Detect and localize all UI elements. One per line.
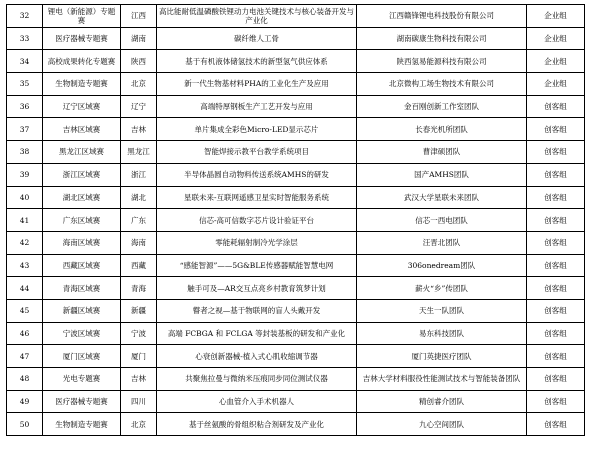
cell-number: 40 bbox=[7, 186, 43, 209]
cell-organization: 306onedream团队 bbox=[357, 254, 527, 277]
cell-province: 陕西 bbox=[121, 50, 157, 73]
cell-organization: 信芯一西电团队 bbox=[357, 209, 527, 232]
cell-project: 心血管介入手术机器人 bbox=[157, 390, 357, 413]
table-row bbox=[7, 345, 585, 368]
cell-group: 企业组 bbox=[527, 73, 585, 96]
table-row bbox=[7, 27, 585, 50]
cell-number: 35 bbox=[7, 73, 43, 96]
table-row bbox=[7, 118, 585, 141]
cell-province: 江西 bbox=[121, 5, 157, 28]
table-row bbox=[7, 50, 585, 73]
table-row bbox=[7, 322, 585, 345]
cell-competition: 生物制造专题赛 bbox=[43, 73, 121, 96]
cell-project: 单片集成全彩色Micro-LED显示芯片 bbox=[157, 118, 357, 141]
cell-organization: 薪火“乡”传团队 bbox=[357, 277, 527, 300]
cell-group: 创客组 bbox=[527, 186, 585, 209]
cell-province: 北京 bbox=[121, 73, 157, 96]
cell-project: 瞽者之视—基于物联网的盲人头戴开发 bbox=[157, 299, 357, 322]
cell-province: 湖南 bbox=[121, 27, 157, 50]
cell-project: 信芯-高可信数字芯片设计验证平台 bbox=[157, 209, 357, 232]
cell-province: 湖北 bbox=[121, 186, 157, 209]
cell-number: 48 bbox=[7, 368, 43, 391]
results-table-container bbox=[6, 4, 584, 436]
cell-competition: 高校成果转化专题赛 bbox=[43, 50, 121, 73]
cell-group: 创客组 bbox=[527, 345, 585, 368]
cell-organization: 天生一队团队 bbox=[357, 299, 527, 322]
cell-group: 创客组 bbox=[527, 95, 585, 118]
cell-province: 西藏 bbox=[121, 254, 157, 277]
cell-organization: 九心空间团队 bbox=[357, 413, 527, 436]
cell-number: 50 bbox=[7, 413, 43, 436]
cell-competition: 湖北区域赛 bbox=[43, 186, 121, 209]
cell-project: “感能智源”——5G&BLE传感器赋能智慧电网 bbox=[157, 254, 357, 277]
table-row bbox=[7, 5, 585, 28]
table-row bbox=[7, 209, 585, 232]
cell-number: 42 bbox=[7, 231, 43, 254]
cell-number: 47 bbox=[7, 345, 43, 368]
cell-project: 共聚焦拉曼与微纳米压痕同步同位测试仪器 bbox=[157, 368, 357, 391]
table-row bbox=[7, 254, 585, 277]
cell-project: 智能焊接示教平台教学系统项目 bbox=[157, 141, 357, 164]
cell-group: 创客组 bbox=[527, 390, 585, 413]
cell-group: 企业组 bbox=[527, 27, 585, 50]
cell-organization: 易东科技团队 bbox=[357, 322, 527, 345]
cell-project: 星联未来-互联网遥感卫星实时智能服务系统 bbox=[157, 186, 357, 209]
cell-project: 新一代生物基材料PHA的工业化生产及应用 bbox=[157, 73, 357, 96]
cell-number: 36 bbox=[7, 95, 43, 118]
cell-number: 45 bbox=[7, 299, 43, 322]
cell-number: 44 bbox=[7, 277, 43, 300]
cell-organization: 金百刚创新工作室团队 bbox=[357, 95, 527, 118]
cell-competition: 光电专题赛 bbox=[43, 368, 121, 391]
cell-province: 浙江 bbox=[121, 163, 157, 186]
cell-group: 创客组 bbox=[527, 322, 585, 345]
table-row bbox=[7, 368, 585, 391]
table-row bbox=[7, 186, 585, 209]
cell-organization: 陕西氢易能源科技有限公司 bbox=[357, 50, 527, 73]
results-table bbox=[6, 4, 585, 436]
cell-number: 41 bbox=[7, 209, 43, 232]
cell-competition: 西藏区域赛 bbox=[43, 254, 121, 277]
cell-organization: 汪晋北团队 bbox=[357, 231, 527, 254]
cell-province: 北京 bbox=[121, 413, 157, 436]
cell-province: 宁波 bbox=[121, 322, 157, 345]
cell-organization: 长春光机所团队 bbox=[357, 118, 527, 141]
cell-group: 创客组 bbox=[527, 231, 585, 254]
cell-organization: 精创睿介团队 bbox=[357, 390, 527, 413]
cell-competition: 广东区域赛 bbox=[43, 209, 121, 232]
table-row bbox=[7, 390, 585, 413]
table-row bbox=[7, 73, 585, 96]
cell-project: 心衰创新器械-植入式心肌收缩调节器 bbox=[157, 345, 357, 368]
table-row bbox=[7, 277, 585, 300]
cell-organization: 国产AMHS团队 bbox=[357, 163, 527, 186]
cell-number: 43 bbox=[7, 254, 43, 277]
cell-group: 创客组 bbox=[527, 209, 585, 232]
cell-project: 零能耗辐射制冷光学涂层 bbox=[157, 231, 357, 254]
cell-province: 厦门 bbox=[121, 345, 157, 368]
cell-competition: 青海区域赛 bbox=[43, 277, 121, 300]
cell-number: 39 bbox=[7, 163, 43, 186]
cell-competition: 生物制造专题赛 bbox=[43, 413, 121, 436]
cell-competition: 辽宁区域赛 bbox=[43, 95, 121, 118]
cell-project: 高端 FCBGA 和 FCLGA 等封装基板的研发和产业化 bbox=[157, 322, 357, 345]
cell-competition: 黑龙江区域赛 bbox=[43, 141, 121, 164]
cell-group: 创客组 bbox=[527, 163, 585, 186]
cell-province: 新疆 bbox=[121, 299, 157, 322]
cell-province: 吉林 bbox=[121, 368, 157, 391]
cell-group: 创客组 bbox=[527, 277, 585, 300]
cell-organization: 厦门英捷医疗团队 bbox=[357, 345, 527, 368]
table-row bbox=[7, 231, 585, 254]
cell-number: 46 bbox=[7, 322, 43, 345]
cell-competition: 吉林区域赛 bbox=[43, 118, 121, 141]
cell-competition: 医疗器械专题赛 bbox=[43, 27, 121, 50]
cell-project: 高端特厚钢板生产工艺开发与应用 bbox=[157, 95, 357, 118]
cell-province: 四川 bbox=[121, 390, 157, 413]
cell-competition: 医疗器械专题赛 bbox=[43, 390, 121, 413]
cell-number: 33 bbox=[7, 27, 43, 50]
cell-project: 碳纤维人工骨 bbox=[157, 27, 357, 50]
cell-province: 吉林 bbox=[121, 118, 157, 141]
cell-project: 高比能耐低温磷酸铁锂动力电池关键技术与核心装备开发与产业化 bbox=[157, 5, 357, 28]
cell-province: 广东 bbox=[121, 209, 157, 232]
cell-competition: 浙江区域赛 bbox=[43, 163, 121, 186]
cell-number: 49 bbox=[7, 390, 43, 413]
cell-organization: 湖南碳康生物科技有限公司 bbox=[357, 27, 527, 50]
cell-project: 触手可及—AR交互点亮乡村教育筑梦计划 bbox=[157, 277, 357, 300]
cell-province: 海南 bbox=[121, 231, 157, 254]
cell-group: 创客组 bbox=[527, 254, 585, 277]
cell-competition: 厦门区域赛 bbox=[43, 345, 121, 368]
cell-group: 企业组 bbox=[527, 50, 585, 73]
cell-number: 32 bbox=[7, 5, 43, 28]
cell-project: 半导体晶圆自动物料传送系统AMHS的研发 bbox=[157, 163, 357, 186]
cell-group: 创客组 bbox=[527, 141, 585, 164]
table-body bbox=[7, 5, 585, 436]
table-row bbox=[7, 299, 585, 322]
cell-organization: 曹津硕团队 bbox=[357, 141, 527, 164]
cell-group: 创客组 bbox=[527, 118, 585, 141]
cell-group: 创客组 bbox=[527, 368, 585, 391]
table-row bbox=[7, 413, 585, 436]
cell-organization: 江西赣锋锂电科技股份有限公司 bbox=[357, 5, 527, 28]
table-row bbox=[7, 141, 585, 164]
cell-competition: 锂电（新能源）专题赛 bbox=[43, 5, 121, 28]
cell-project: 基于有机液体储氢技术的新型氢气供应体系 bbox=[157, 50, 357, 73]
cell-number: 34 bbox=[7, 50, 43, 73]
cell-group: 创客组 bbox=[527, 413, 585, 436]
cell-province: 辽宁 bbox=[121, 95, 157, 118]
cell-number: 38 bbox=[7, 141, 43, 164]
cell-group: 企业组 bbox=[527, 5, 585, 28]
cell-organization: 武汉大学星联未来团队 bbox=[357, 186, 527, 209]
cell-number: 37 bbox=[7, 118, 43, 141]
cell-province: 青海 bbox=[121, 277, 157, 300]
cell-project: 基于丝氨酸的骨组织粘合剂研发及产业化 bbox=[157, 413, 357, 436]
cell-organization: 吉林大学材料服役性能测试技术与智能装备团队 bbox=[357, 368, 527, 391]
table-row bbox=[7, 163, 585, 186]
cell-competition: 海南区域赛 bbox=[43, 231, 121, 254]
cell-organization: 北京微构工场生物技术有限公司 bbox=[357, 73, 527, 96]
cell-group: 创客组 bbox=[527, 299, 585, 322]
cell-competition: 宁波区域赛 bbox=[43, 322, 121, 345]
table-row bbox=[7, 95, 585, 118]
cell-province: 黑龙江 bbox=[121, 141, 157, 164]
cell-competition: 新疆区域赛 bbox=[43, 299, 121, 322]
